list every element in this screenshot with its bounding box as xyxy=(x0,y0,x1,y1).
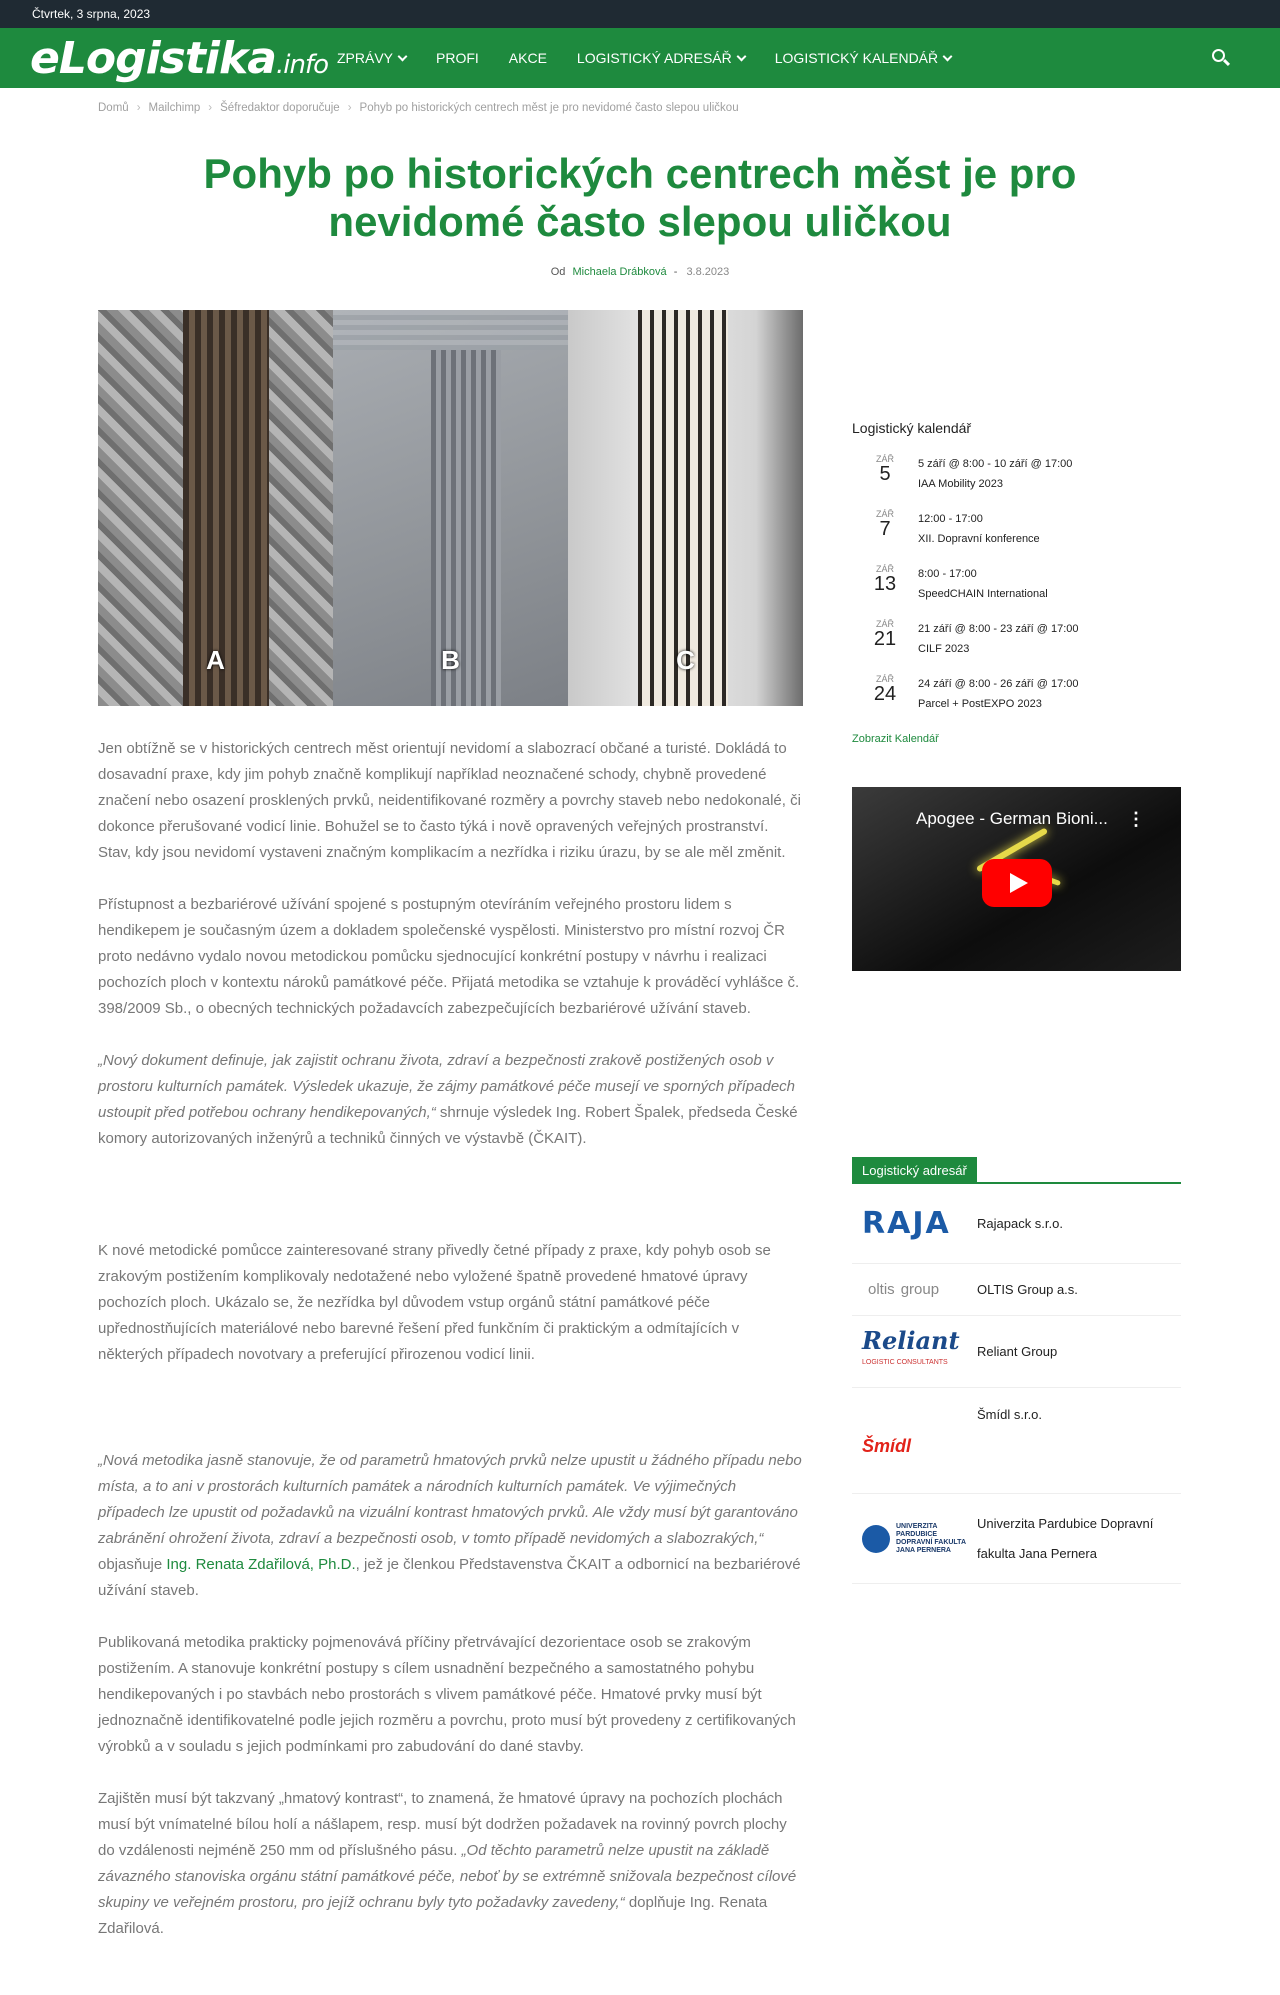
directory-item-smidl[interactable]: Šmídl Šmídl s.r.o. xyxy=(852,1388,1181,1494)
breadcrumb-current: Pohyb po historických centrech měst je pro nevidomé často slepou uličkou xyxy=(359,102,739,114)
directory-item-raja[interactable]: RAJA Rajapack s.r.o. xyxy=(852,1184,1181,1264)
breadcrumb: Domů › Mailchimp › Šéfredaktor doporučuje › Pohyb po historických centrech měst je pro nevidomé často slepou uličkou xyxy=(98,102,739,114)
expert-link[interactable]: Ing. Renata Zdařilová, Ph.D. xyxy=(166,1556,356,1573)
raja-logo: RAJA xyxy=(862,1206,951,1241)
paragraph-3: „Nový dokument definuje, jak zajistit ochranu života, zdraví a bezpečnosti zrakově postižených osob v prostoru kulturních památek. Výsledek ukazuje, že zájmy památkové péče musejí ve sporných případech ustoupit před potřebou ochrany hendikepovaných,“ shrnuje výsledek Ing. Robert Špalek, předseda České komory autorizovaných inženýrů a techniků činných ve výstavbě (ČKAIT). xyxy=(98,1052,798,1147)
video-title: Apogee - German Bioni... xyxy=(916,809,1108,828)
image-label-b: B xyxy=(441,645,460,675)
nav-item-profi[interactable]: PROFI xyxy=(436,50,479,66)
chevron-down-icon xyxy=(943,51,953,61)
directory-header: Logistický adresář xyxy=(852,1157,1181,1184)
calendar-title: Logistický kalendář xyxy=(852,420,972,436)
nav-item-zpravy[interactable]: ZPRÁVY xyxy=(322,50,421,66)
sidebar xyxy=(852,310,1181,1584)
chevron-down-icon xyxy=(398,51,408,61)
chevron-down-icon xyxy=(736,51,746,61)
author-link[interactable]: Michaela Drábková xyxy=(572,266,667,278)
breadcrumb-category[interactable]: Šéfredaktor doporučuje xyxy=(220,102,340,114)
nav-item-adresar[interactable]: LOGISTICKÝ ADRESÁŘ xyxy=(562,50,760,66)
main-navbar xyxy=(0,28,1280,88)
breadcrumb-home[interactable]: Domů xyxy=(98,102,129,114)
paragraph-4: K nové metodické pomůcce zainteresované strany přivedly četné případy z praxe, kdy pohyb osob se zrakovým postižením komplikovaly nedotažené nebo vyložené špatně provedené hmatové úpravy pochozích ploch. Ukázalo se, že nezřídka byl důvodem vstup orgánů státní památkové péče upřednostňujících materiálové nebo barevné řešení před funkčním či praktickým a odmítajících v některých případech novotvary a preferující přirozenou vodicí linii. xyxy=(98,1242,771,1363)
search-icon[interactable] xyxy=(1212,49,1230,67)
article-title: Pohyb po historických centrech měst je pro nevidomé často slepou uličkou xyxy=(203,150,1077,245)
image-label-a: A xyxy=(206,645,225,675)
show-calendar-link[interactable]: Zobrazit Kalendář xyxy=(852,733,939,745)
article-meta: Od Michaela Drábková - 3.8.2023 xyxy=(550,266,730,278)
calendar-event[interactable]: ZÁŘ 5 5 září @ 8:00 - 10 září @ 17:00 IAA Mobility 2023 xyxy=(876,454,1073,490)
topbar xyxy=(0,0,1280,28)
calendar-event[interactable]: ZÁŘ 21 21 září @ 8:00 - 23 září @ 17:00 CILF 2023 xyxy=(873,619,1079,655)
reliant-logo: Reliant LOGISTIC CONSULTANTS xyxy=(862,1325,960,1366)
nav-item-kalendar[interactable]: LOGISTICKÝ KALENDÁŘ xyxy=(760,50,966,66)
calendar-event[interactable]: ZÁŘ 7 12:00 - 17:00 XII. Dopravní konference xyxy=(876,509,1040,545)
paragraph-7: Zajištěn musí být takzvaný „hmatový kontrast“, to znamená, že hmatové úpravy na pochozích plochách musí být vnímatelné bílou holí a nášlapem, resp. musí být dodržen požadavek na rovinný povrch plochy do vzdálenosti nejméně 250 mm od příslušného pásu. „Od těchto parametrů nelze upustit na základě závazného stanoviska orgánu státní památkové péče, neboť by se extrémně snižovala bezpečnost cílové skupiny ve veřejném prostoru, pro jejíž ochranu byly tyto požadavky zavedeny,“ doplňuje Ing. Renata Zdařilová. xyxy=(98,1790,797,1937)
paragraph-6: Publikovaná metodika prakticky pojmenovává příčiny přetrvávající dezorientace osob se zrakovým postižením. A stanovuje konkrétní postupy s cílem usnadnění bezpečného a samostatného pohybu hendikepovaných i po stavbách nebo prostorách s vlivem památkové péče. Hmatové prvky musí být jednoznačně identifikovatelné podle jejich rozměru a povrchu, proto musí být provedeny z certifikovaných výrobků a v souladu s jejich podmínkami pro zabudování do dané stavby. xyxy=(98,1634,796,1755)
current-date: Čtvrtek, 3 srpna, 2023 xyxy=(32,7,151,21)
more-options-icon[interactable]: ⋮ xyxy=(1127,809,1145,829)
article-body xyxy=(98,310,803,1968)
nav-item-akce[interactable]: AKCE xyxy=(508,50,547,66)
paragraph-5: „Nová metodika jasně stanovuje, že od parametrů hmatových prvků nelze upustit u žádného případu nebo místa, a to ani v prostorách kulturních památek a národních kulturních památek. Ve výjimečných případech lze upustit od požadavků na vizuální kontrast hmatových prvků. Ale vždy musí být garantováno zabránění ohrožení života, zdraví a bezpečnosti osob, v tomto případě nevidomých a slabozrakých,“ objasňuje Ing. Renata Zdařilová, Ph.D., jež je členkou Představenstva ČKAIT a odbornicí na bezbariérové užívání staveb. xyxy=(98,1452,802,1599)
play-icon[interactable] xyxy=(982,859,1052,907)
article-date: 3.8.2023 xyxy=(686,266,730,278)
calendar-event[interactable]: ZÁŘ 13 8:00 - 17:00 SpeedCHAIN International xyxy=(873,564,1048,600)
directory-item-oltis[interactable]: oltis group OLTIS Group a.s. xyxy=(852,1264,1181,1316)
oltis-logo: oltis group xyxy=(868,1281,940,1298)
directory-item-upce[interactable]: UNIVERZITA PARDUBICE DOPRAVNÍ FAKULTA JANA PERNERA Univerzita Pardubice Dopravní fakulta Jana Pernera xyxy=(852,1494,1181,1584)
smidl-logo: Šmídl xyxy=(862,1436,912,1456)
calendar-list xyxy=(852,454,1181,729)
upce-logo: UNIVERZITA PARDUBICE DOPRAVNÍ FAKULTA JANA PERNERA xyxy=(862,1523,977,1555)
video-embed[interactable] xyxy=(852,787,1181,971)
directory-item-reliant[interactable]: Reliant LOGISTIC CONSULTANTS Reliant Group xyxy=(852,1316,1181,1388)
paragraph-1: Jen obtížně se v historických centrech měst orientují nevidomí a slabozrací občané a turisté. Dokládá to dosavadní praxe, kdy jim pohyb značně komplikují například neoznačené schody, chybně provedené značení nebo osazení prosklených prvků, neidentifikované rozměry a povrchy staveb nebo nedokonalé, či dokonce přerušované vodicí linie. Bohužel se to často týká i nově opravených veřejných prostranství. Stav, kdy jsou nevidomí vystaveni značným komplikacím a nezřídka i riziku úrazu, by se ale měl změnit. xyxy=(98,740,801,861)
image-label-c: C xyxy=(676,645,695,675)
calendar-event[interactable]: ZÁŘ 24 24 září @ 8:00 - 26 září @ 17:00 Parcel + PostEXPO 2023 xyxy=(873,674,1079,710)
breadcrumb-mailchimp[interactable]: Mailchimp xyxy=(148,102,201,114)
article-hero-image xyxy=(98,310,803,706)
paragraph-2: Přístupnost a bezbariérové užívání spojené s postupným otevíráním veřejného prostoru lidem s hendikepem je současným územ a dokladem společenské vyspělosti. Ministerstvo pro místní rozvoj ČR proto nedávno vydalo novou metodickou pomůcku sjednocující konkrétní postupy v návrhu i realizaci pochozích ploch v kontextu nároků památkové péče. Přijatá metodika se vztahuje k prováděcí vyhlášce č. 398/2009 Sb., o obecných technických požadavcích zabezpečujících bezbariérové užívání staveb. xyxy=(98,896,800,1017)
site-logo[interactable]: eLogistika.info xyxy=(30,32,328,84)
main-nav xyxy=(322,50,966,66)
